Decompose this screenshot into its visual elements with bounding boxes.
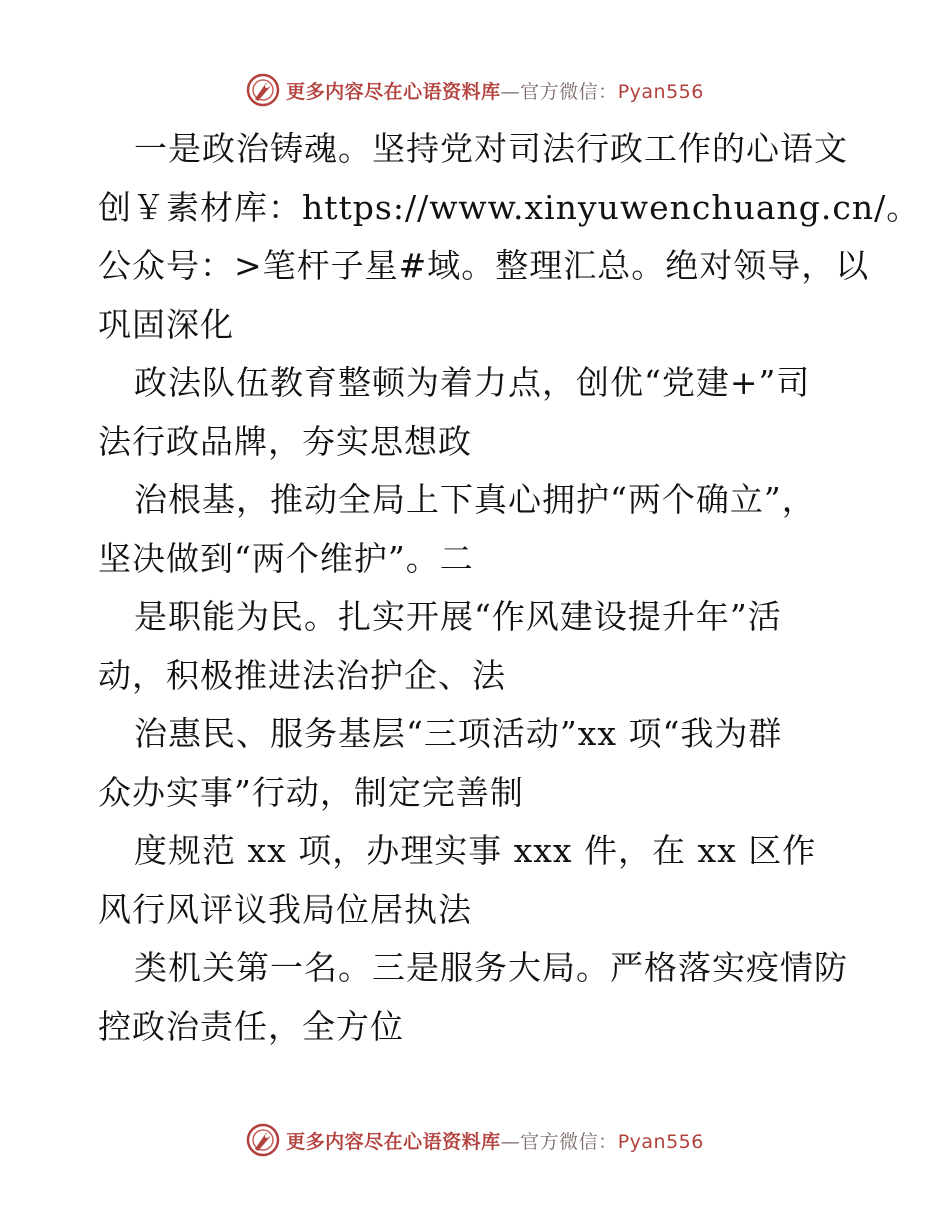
body-line: 巩固深化 [98,304,234,344]
header-banner-main: 更多内容尽在心语资料库 [286,80,501,103]
header-banner-text [286,77,704,104]
body-line: 创￥素材库：https://www.xinyuwenchuang.cn/。 [98,187,921,227]
body-line: 风行风评议我局位居执法 [98,889,472,929]
body-line: 政法队伍教育整顿为着力点，创优“党建+”司 [134,363,811,402]
body-line: 类机关第一名。三是服务大局。严格落实疫情防 [134,948,848,987]
body-line: 治惠民、服务基层“三项活动”xx 项“我为群 [134,714,783,753]
body-line: 度规范 xx 项，办理实事 xxx 件，在 xx 区作 [134,831,817,870]
footer-banner-wechat: Pyan556 [617,1130,704,1153]
footer-banner [0,1120,950,1160]
pen-nib-logo-icon [246,73,280,107]
body-line: 众办实事”行动，制定完善制 [98,772,524,812]
header-banner-official: —官方微信： [500,80,618,103]
body-line: 治根基，推动全局上下真心拥护“两个确立”， [134,480,816,519]
footer-banner-main: 更多内容尽在心语资料库 [286,1130,501,1153]
body-text [98,120,921,1056]
footer-banner-official: —官方微信： [500,1130,618,1153]
pen-nib-logo-icon [246,1123,280,1157]
header-banner [0,70,950,110]
body-line: 法行政品牌，夯实思想政 [98,421,472,461]
body-line: 动，积极推进法治护企、法 [98,655,506,695]
body-line: 控政治责任，全方位 [98,1006,404,1046]
header-banner-wechat: Pyan556 [617,80,704,103]
body-line: 公众号：>笔杆子星#域。整理汇总。绝对领导，以 [98,246,870,285]
footer-banner-text [286,1127,704,1154]
body-line: 坚决做到“两个维护”。二 [98,538,474,578]
body-line: 是职能为民。扎实开展“作风建设提升年”活 [134,597,782,636]
body-line: 一是政治铸魂。坚持党对司法行政工作的心语文 [134,129,848,168]
